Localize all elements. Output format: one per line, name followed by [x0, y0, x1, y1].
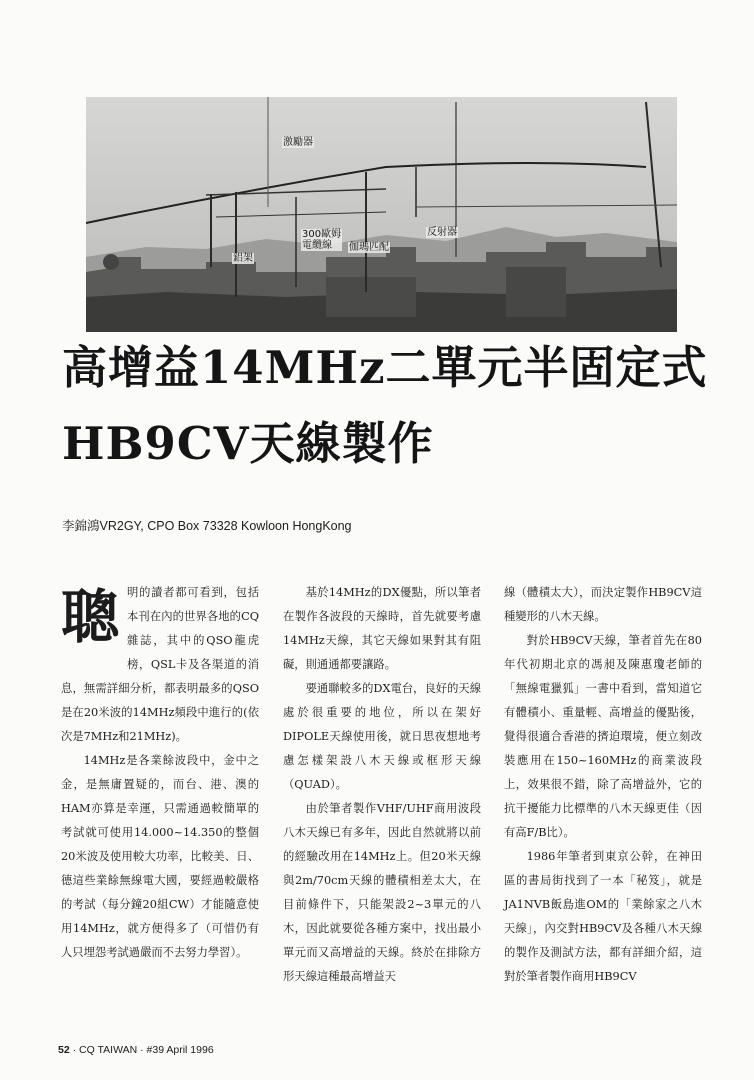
body-column-1	[61, 581, 259, 965]
cable-label: 300歐姆 電纜線	[302, 229, 342, 251]
paragraph: 1986年筆者到東京公幹，在神田區的書局街找到了一本「秘笈」，就是JA1NVB飯島進OM的「業餘家之八木天線」，內交對HB9CV及各種八木天線的製作及測試方法，都有詳細介紹，這對於筆者製作商用HB9CV	[504, 850, 702, 983]
body-column-2	[283, 581, 481, 989]
author-byline: 李錦鴻VR2GY, CPO Box 73328 Kowloon HongKong	[62, 519, 352, 533]
reflector-label: 反射器	[427, 227, 457, 238]
issue-info: #39 April 1996	[146, 1044, 214, 1056]
page-number: 52	[58, 1044, 70, 1056]
paragraph: 由於筆者製作VHF/UHF商用波段八木天線已有多年，因此自然就將以前的經驗改用在14MHz上。但20米天線與2m/70cm天線的體積相差太大，在目前條件下，只能架設2~3單元的八木，因此就要從各種方案中，找出最小單元而又高增益的天線。終於在排除方形天線這種最高增益天	[283, 802, 481, 983]
gamma-match-label: 伽瑪匹配	[349, 242, 389, 253]
exciter-label: 激勵器	[283, 137, 313, 148]
footer-separator: ·	[69, 1044, 80, 1056]
body-column-3	[504, 581, 702, 989]
paragraph: 對於HB9CV天線，筆者首先在80年代初期北京的馮昶及陳惠瓊老師的「無線電獵狐」一書中看到，當知道它有體積小、重量輕、高增益的優點後，覺得很適合香港的擠迫環境，便立刻改裝應用在150~160MHz的商業波段上，效果很不錯，除了高增益外，它的抗干擾能力比標準的八木天線更佳（因有高F/B比）。	[504, 634, 702, 839]
paragraph: 線（體積太大），而決定製作HB9CV這種變形的八木天線。	[504, 586, 702, 623]
bracket-label: 鋁架	[233, 253, 253, 264]
page-footer	[58, 1044, 214, 1056]
footer-separator: ·	[137, 1044, 147, 1056]
antenna-photo	[86, 97, 677, 332]
paragraph: 要通聯較多的DX電台，良好的天線處於很重要的地位，所以在架好DIPOLE天線使用後，就日思夜想地考慮怎樣架設八木天線或框形天線（QUAD）。	[283, 682, 481, 791]
article-title-line1: 高增益14MHz二單元半固定式	[62, 341, 708, 394]
drop-cap: 聰	[61, 583, 120, 651]
article-title-line2: HB9CV天線製作	[62, 417, 434, 470]
paragraph: 明的讀者都可看到，包括本刊在內的世界各地的CQ雜誌，其中的QSO龍虎榜，QSL卡及各渠道的消息，無需詳細分析，都表明最多的QSO是在20米波的14MHz頻段中進行的(依次是7MHz和21MHz)。	[61, 586, 259, 743]
magazine-name: CQ TAIWAN	[79, 1044, 138, 1056]
paragraph: 基於14MHz的DX優點，所以筆者在製作各波段的天線時，首先就要考慮14MHz天線，其它天線如果對其有阻礙，則通通都要讓路。	[283, 586, 481, 671]
paragraph: 14MHz是各業餘波段中，金中之金，是無庸置疑的，而台、港、澳的HAM亦算是幸運，只需通過較簡單的考試就可使用14.000~14.350的整個20米波及使用較大功率，比較美、日、德這些業餘無線電大國，要經過較嚴格的考試（每分鐘20組CW）才能隨意使用14MHz，就方便得多了（可惜仍有人只埋怨考試過嚴而不去努力學習）。	[61, 754, 259, 959]
